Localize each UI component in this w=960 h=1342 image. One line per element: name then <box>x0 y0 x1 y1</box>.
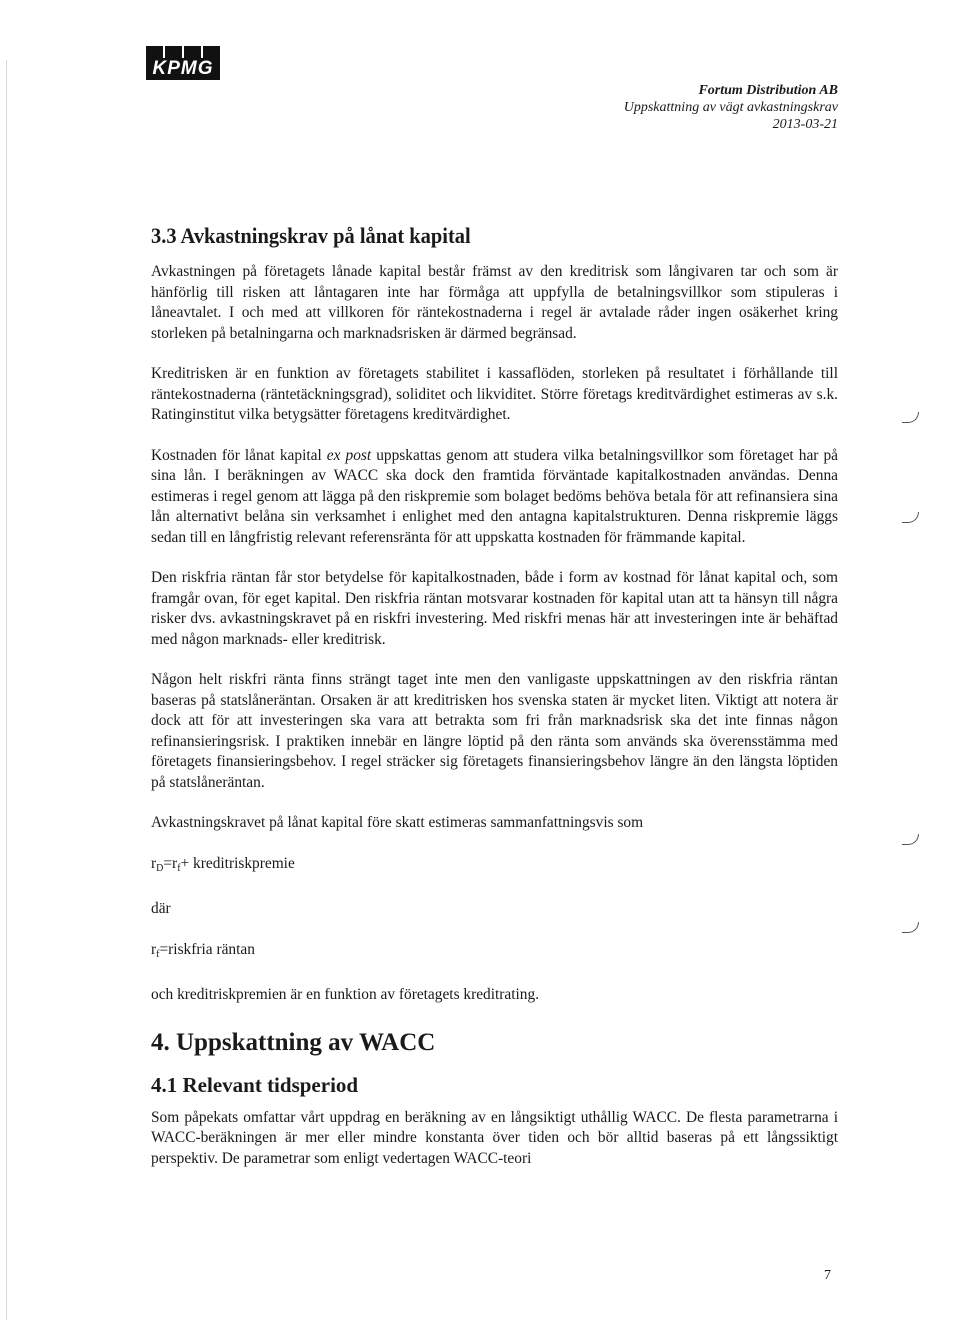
paragraph: Den riskfria räntan får stor betydelse för kapitalkostnaden, både i form av kostnad för lånat kapital och, som framgår ovan, för eget kapital. Den riskfria räntan motsvarar kostnaden för kapital utan att ta hänsyn till några risker dvs. avkastningskravet på en riskfri investering. Med riskfri menas här att investeringen inte är behäftad med någon marknads- eller kreditrisk. <box>151 569 838 648</box>
page-content <box>151 222 838 1189</box>
formula-symbol: r <box>151 854 157 872</box>
page-number: 7 <box>824 1268 831 1283</box>
paragraph: Avkastningen på företagets lånade kapital består främst av den kreditrisk som långivaren tar och som är hänförlig till risken att låntagaren inte har förmåga att uppfylla de betalningsvillkor som stipuleras i låneavtalet. I och med att villkoren för räntekostnaderna i regel är avtalade råder ingen osäkerhet kring storleken på betalningarna och marknadsrisken är därmed begränsad. <box>151 263 838 342</box>
paragraph: Någon helt riskfri ränta finns strängt taget inte men den vanligaste uppskattningen av den riskfria räntan baseras på statslåneräntan. Orsaken är att kreditrisken hos svenska staten är mycket liten. Viktigt att notera är dock att för att investeringen ska vara att betrakta som fri från marknadsrisk ska det inte finnas någon refinansieringsrisk. I praktiken innebär en längre löptid på den ränta som används ska överensstämma med företagets finansieringsbehov. I regel sträcker sig företagets finansieringsbehov längre än den längsta löptiden på statslåneräntan. <box>151 671 838 791</box>
formula-subscript: D <box>156 862 164 874</box>
formula-text: + kreditriskpremie <box>180 854 295 872</box>
header-date: 2013-03-21 <box>772 117 838 132</box>
where-label: där <box>151 900 171 917</box>
formula-symbol: r <box>151 940 157 958</box>
paragraph <box>151 446 838 549</box>
paragraph: Kreditrisken är en funktion av företagets stabilitet i kassaflöden, storleken på resultatet i förhållande till räntekostnaderna (räntetäckningsgrad), soliditet och likviditet. Större företags kreditvärdighet estimeras av s.k. Ratinginstitut vilka betygsätter företagens kreditvärdighet. <box>151 365 838 423</box>
chapter-heading-4: 4. Uppskattning av WACC <box>151 1028 436 1056</box>
formula-text: =riskfria räntan <box>159 940 255 958</box>
section-heading-3-3: 3.3 Avkastningskrav på lånat kapital <box>151 223 471 248</box>
page-header <box>624 82 838 133</box>
paragraph: Som påpekats omfattar vårt uppdrag en beräkning av en långsiktigt uthållig WACC. De flesta parametrarna i WACC-beräkningen är mer eller mindre konstanta över tiden och bör alltid baseras på ett långssiktigt perspektiv. De parametrar som enligt vedertagen WACC-teori <box>151 1108 838 1167</box>
formula-symbol: =r <box>163 854 178 872</box>
text-run: Kostnaden för lånat kapital <box>151 446 327 464</box>
formula-subscript: f <box>156 948 160 960</box>
section-heading-4-1: 4.1 Relevant tidsperiod <box>151 1072 359 1097</box>
formula-subscript: f <box>177 862 181 874</box>
margin-mark <box>902 512 919 523</box>
logo-text: KPMG <box>146 58 220 80</box>
italic-term: ex post <box>326 446 372 464</box>
margin-mark <box>902 834 919 845</box>
margin-mark <box>902 922 919 933</box>
formula-definition <box>151 940 838 966</box>
margin-mark <box>902 412 919 423</box>
formula-cost-of-debt <box>151 854 838 880</box>
paragraph: och kreditriskpremien är en funktion av företagets kreditrating. <box>151 986 540 1003</box>
header-subtitle: Uppskattning av vägt avkastningskrav <box>623 100 838 115</box>
text-run: uppskattas genom att studera vilka betalningsvillkor som företaget har på sina lån. I beräkningen av WACC ska dock den framtida förväntade kapitalkostnaden användas. Denna estimeras i regel genom att lägga på den riskpremie som bolaget bedöms behöva betala för att refinansiera sina lån alternativt belåna sin verksamhet i enlighet med den antagna kapitalstrukturen. Denna riskpremie läggs sedan till en långfristig relevant referensränta för att uppskatta kostnaden för främmande kapital. <box>151 446 838 546</box>
header-company: Fortum Distribution AB <box>698 83 838 98</box>
kpmg-logo <box>146 46 220 80</box>
paragraph: Avkastningskravet på lånat kapital före skatt estimeras sammanfattningsvis som <box>151 814 644 831</box>
scan-edge-line <box>6 60 7 1320</box>
